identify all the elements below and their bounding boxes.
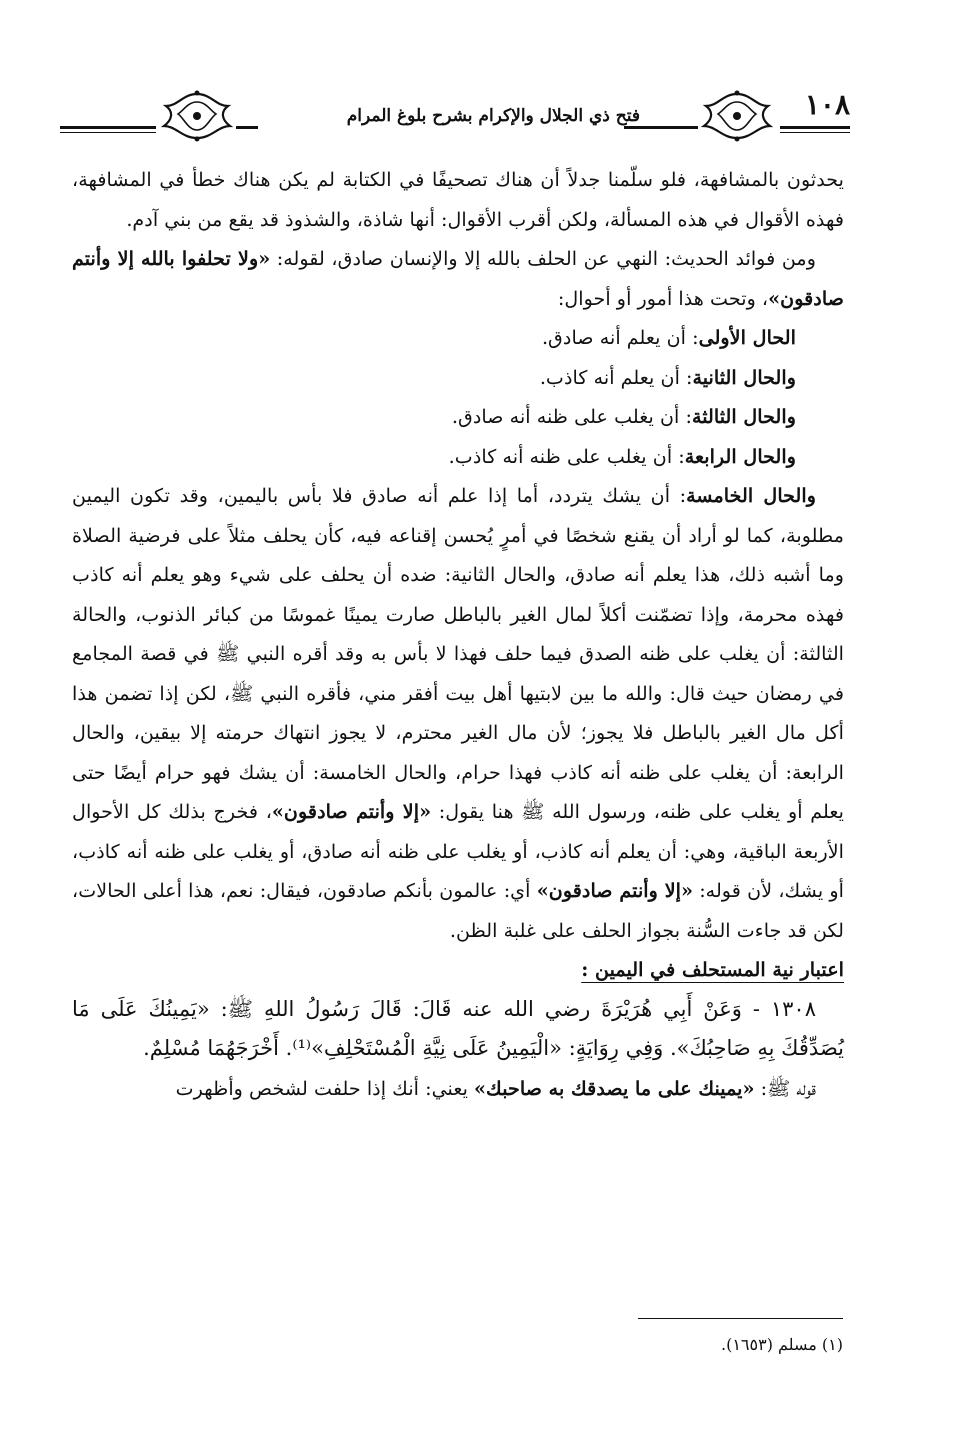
header-rule-left: [60, 126, 156, 129]
p2-intro: ومن فوائد الحديث: النهي عن الحلف بالله إلا والإنسان صادق، لقوله:: [270, 247, 816, 270]
p3-quote-2: «إلا وأنتم صادقون»: [536, 879, 693, 902]
body-text: [72, 160, 844, 1108]
p4-intro: قوله ﷺ:: [754, 1076, 816, 1100]
p3-part-a: : أن يشك يتردد، أما إذا علم أنه صادق فلا بأس باليمين، وقد تكون اليمين مطلوبة، كما لو أراد أن يقنع شخصًا في أمرٍ يُحسن إقناعه فيه، كأن يحلف مثلاً على فرضية الصلاة وما أشبه ذلك، هذا يعلم أنه صادق، والحال الثانية: ضده أن يحلف على شيء وهو يعلم أنه كاذب فهذه محرمة، وإذا تضمّنت أكلاً لمال الغير بالباطل صارت يمينًا غموسًا من كبائر الذنوب، والحالة الثالثة: أن يغلب على ظنه الصدق فيما حلف فهذا لا بأس به وقد أقره النبي ﷺ في قصة المجامع في رمضان حيث قال: والله ما بين لابتيها أهل بيت أفقر مني، فأقره النبي ﷺ، لكن إذا تضمن هذا أكل مال الغير بالباطل فلا يجوز؛ لأن مال الغير محترم، لا يجوز انتهاك حرمته إلا بيقين، والحال الرابعة: أن يغلب على ظنه أنه كاذب فهذا حرام، والحال الخامسة: أن يشك فهو حرام أيضًا حتى يعلم أو يغلب على ظنه، ورسول الله ﷺ هنا يقول:: [72, 484, 844, 823]
state-4-label: والحال الرابعة: [684, 444, 796, 468]
state-1-label: الحال الأولى: [698, 326, 796, 349]
paragraph-2: [72, 239, 844, 318]
right-ornament-icon: [696, 90, 778, 142]
state-2-label: والحال الثانية: [692, 365, 796, 389]
footnote-divider: [638, 1318, 843, 1319]
header-rule-right: [780, 126, 850, 129]
state-2: [72, 358, 844, 398]
state-3: [72, 397, 844, 437]
paragraph-3: [72, 476, 844, 950]
header-rule-right-thin: [780, 132, 850, 133]
state-1-text: : أن يعلم أنه صادق.: [541, 326, 699, 349]
p3-part-c: أي: عالمون بأنكم صادقون، فيقال: نعم، هذا أعلى الحالات، لكن قد جاءت السُّنة بجواز الحلف على غلبة الظن.: [72, 879, 844, 942]
paragraph-1: يحدثون بالمشافهة، فلو سلّمنا جدلاً أن هناك تصحيفًا في الكتابة لم يكن هناك خطأ في المشافهة، فهذه الأقوال في هذه المسألة، ولكن أقرب الأقوال: أنها شاذة، والشذوذ قد يقع من بني آدم.: [72, 168, 844, 231]
p3-label: والحال الخامسة: [686, 484, 816, 507]
footnote: (١) مسلم (١٦٥٣).: [721, 1335, 843, 1354]
left-ornament-icon: [156, 90, 238, 142]
p2-quote: «ولا تحلفوا بالله إلا وأنتم صادقون»: [72, 247, 844, 310]
page-number: ١٠٨: [804, 88, 850, 121]
p4-end: يعني: أنك إذا حلفت لشخص وأظهرت: [175, 1076, 475, 1100]
p2-end: ، وتحت هذا أمور أو أحوال:: [557, 286, 769, 310]
p3-part-b: ، فخرج بذلك كل الأحوال الأربعة الباقية، وهي: أن يعلم أنه كاذب، أو يغلب على ظنه أنه صادق، أو يغلب على ظنه أنه كاذب، أو يشك، لأن قوله:: [72, 800, 845, 902]
p4-quote: «يمينك على ما يصدقك به صاحبك»: [474, 1076, 755, 1100]
state-4: [72, 437, 844, 477]
book-title: فتح ذي الجلال والإكرام بشرح بلوغ المرام: [346, 106, 640, 126]
state-2-text: : أن يعلم أنه كاذب.: [539, 365, 693, 389]
state-4-text: : أن يغلب على ظنه أنه كاذب.: [448, 444, 685, 468]
hadith-text: ١٣٠٨ - وَعَنْ أَبِي هُرَيْرَةَ رضي الله عنه قَالَ: قَالَ رَسُولُ اللهِ ﷺ: «يَمِينُكَ عَلَى مَا يُصَدِّقُكَ بِهِ صَاحِبُكَ». وَفِي رِوَايَةٍ: «الْيَمِينُ عَلَى نِيَّةِ الْمُسْتَحْلِفِ»⁽¹⁾. أَخْرَجَهُمَا مُسْلِمٌ.: [72, 996, 844, 1060]
header-rule-mid-right: [624, 126, 698, 129]
state-3-label: والحال الثالثة: [691, 405, 796, 428]
section-heading: اعتبار نية المستحلف في اليمين :: [581, 958, 844, 981]
header-rule-mid-left: [236, 126, 258, 129]
state-1: [72, 318, 844, 358]
page-header: [60, 88, 850, 144]
p3-quote-1: «إلا وأنتم صادقون»: [271, 800, 432, 823]
paragraph-4: [72, 1069, 844, 1109]
header-rule-left-thin: [60, 132, 156, 133]
state-3-text: : أن يغلب على ظنه أنه صادق.: [451, 405, 692, 428]
